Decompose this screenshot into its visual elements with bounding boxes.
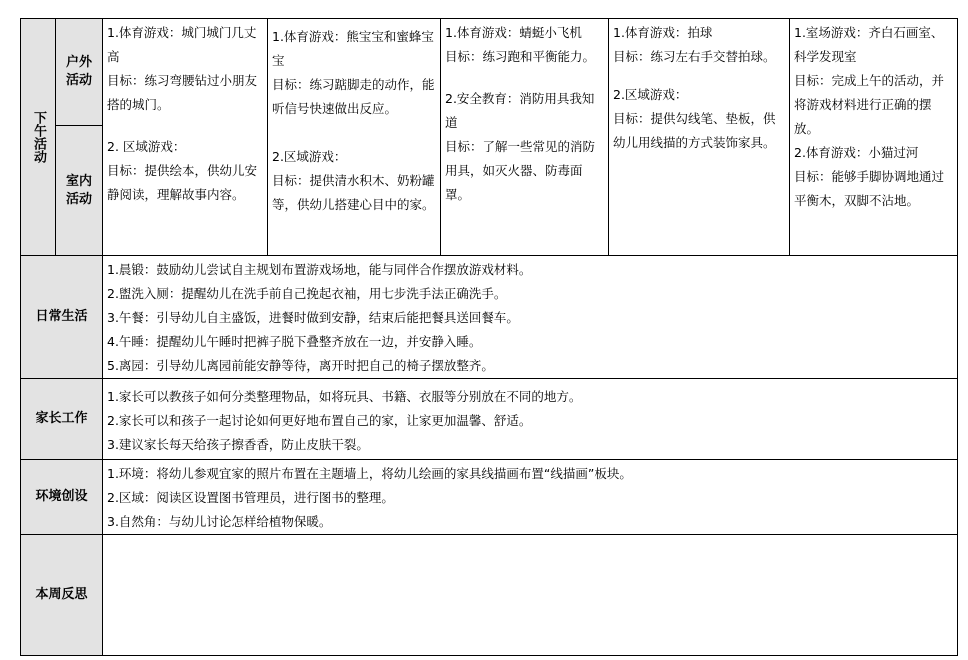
day-5-indoor-goal: 目标：能够手脚协调地通过平衡木，双脚不沾地。 (794, 169, 945, 208)
environment-label (20, 459, 103, 535)
activity-day-1 (102, 18, 268, 256)
daily-life-label-text: 日常生活 (35, 309, 88, 324)
activity-day-4 (608, 18, 790, 256)
day-2-indoor-title: 2.区域游戏： (272, 149, 347, 164)
environment-label-text: 环境创设 (35, 489, 88, 504)
outdoor-label-text: 户外活动 (65, 55, 92, 88)
daily-life-content (102, 255, 958, 379)
reflection-label-text: 本周反思 (35, 587, 88, 602)
day-3-indoor-title: 2.安全教育：消防用具我知道 (445, 91, 595, 130)
activity-day-3 (440, 18, 609, 256)
daily-life-item: 2.盥洗入厕：提醒幼儿在洗手前自己挽起衣袖，用七步洗手法正确洗手。 (107, 286, 507, 301)
outdoor-label (55, 18, 103, 126)
daily-life-item: 1.晨锻：鼓励幼儿尝试自主规划布置游戏场地，能与同伴合作摆放游戏材料。 (107, 262, 532, 277)
environment-item: 2.区域：阅读区设置图书管理员，进行图书的整理。 (107, 490, 394, 505)
day-2-outdoor-goal: 目标：练习踮脚走的动作，能听信号快速做出反应。 (272, 77, 435, 116)
afternoon-label-text: 下午活动 (31, 111, 46, 163)
day-3-indoor-goal: 目标：了解一些常见的消防用具，如灭火器、防毒面罩。 (445, 139, 596, 202)
daily-life-item: 5.离园：引导幼儿离园前能安静等待，离开时把自己的椅子摆放整齐。 (107, 358, 494, 373)
day-2-outdoor-title: 1.体育游戏：熊宝宝和蜜蜂宝宝 (272, 29, 434, 68)
day-1-outdoor-title: 1.体育游戏：城门城门几丈高 (107, 25, 257, 64)
day-1-indoor-title: 2. 区域游戏： (107, 139, 186, 154)
daily-life-item: 4.午睡：提醒幼儿午睡时把裤子脱下叠整齐放在一边，并安静入睡。 (107, 334, 482, 349)
day-5-indoor-title: 2.体育游戏：小猫过河 (794, 145, 919, 160)
day-2-indoor-goal: 目标：提供清水积木、奶粉罐等，供幼儿搭建心目中的家。 (272, 173, 435, 212)
parent-work-item: 1.家长可以教孩子如何分类整理物品，如将玩具、书籍、衣服等分别放在不同的地方。 (107, 389, 582, 404)
reflection-label (20, 534, 103, 656)
environment-item: 1.环境：将幼儿参观宜家的照片布置在主题墙上，将幼儿绘画的家具线描画布置“线描画”板块。 (107, 466, 632, 481)
indoor-label-text: 室内活动 (65, 173, 92, 207)
parent-work-item: 3.建议家长每天给孩子擦香香，防止皮肤干裂。 (107, 437, 369, 452)
day-5-outdoor-goal: 目标：完成上午的活动，并将游戏材料进行正确的摆放。 (794, 73, 945, 136)
day-3-outdoor-goal: 目标：练习跑和平衡能力。 (445, 49, 596, 64)
day-4-indoor-goal: 目标：提供勾线笔、垫板，供幼儿用线描的方式装饰家具。 (613, 111, 776, 150)
indoor-label (55, 125, 103, 256)
parent-work-content (102, 378, 958, 460)
reflection-content[interactable] (102, 534, 958, 656)
day-3-outdoor-title: 1.体育游戏：蜻蜓小飞机 (445, 25, 582, 40)
parent-work-item: 2.家长可以和孩子一起讨论如何更好地布置自己的家，让家更加温馨、舒适。 (107, 413, 532, 428)
environment-content (102, 459, 958, 535)
parent-work-label (20, 378, 103, 460)
day-4-indoor-title: 2.区域游戏： (613, 87, 688, 102)
environment-item: 3.自然角：与幼儿讨论怎样给植物保暖。 (107, 514, 332, 529)
daily-life-item: 3.午餐：引导幼儿自主盛饭，进餐时做到安静，结束后能把餐具送回餐车。 (107, 310, 519, 325)
parent-work-label-text: 家长工作 (35, 411, 88, 426)
daily-life-label (20, 255, 103, 379)
day-1-indoor-goal: 目标：提供绘本，供幼儿安静阅读，理解故事内容。 (107, 163, 258, 202)
activity-day-5 (789, 18, 958, 256)
weekly-plan-table (20, 18, 958, 656)
day-4-outdoor-title: 1.体育游戏：拍球 (613, 25, 713, 40)
day-5-outdoor-title: 1.室场游戏：齐白石画室、科学发现室 (794, 25, 944, 64)
day-1-outdoor-goal: 目标：练习弯腰钻过小朋友搭的城门。 (107, 73, 258, 112)
afternoon-label (20, 18, 56, 256)
day-4-outdoor-goal: 目标：练习左右手交替拍球。 (613, 49, 776, 64)
activity-day-2 (267, 18, 441, 256)
